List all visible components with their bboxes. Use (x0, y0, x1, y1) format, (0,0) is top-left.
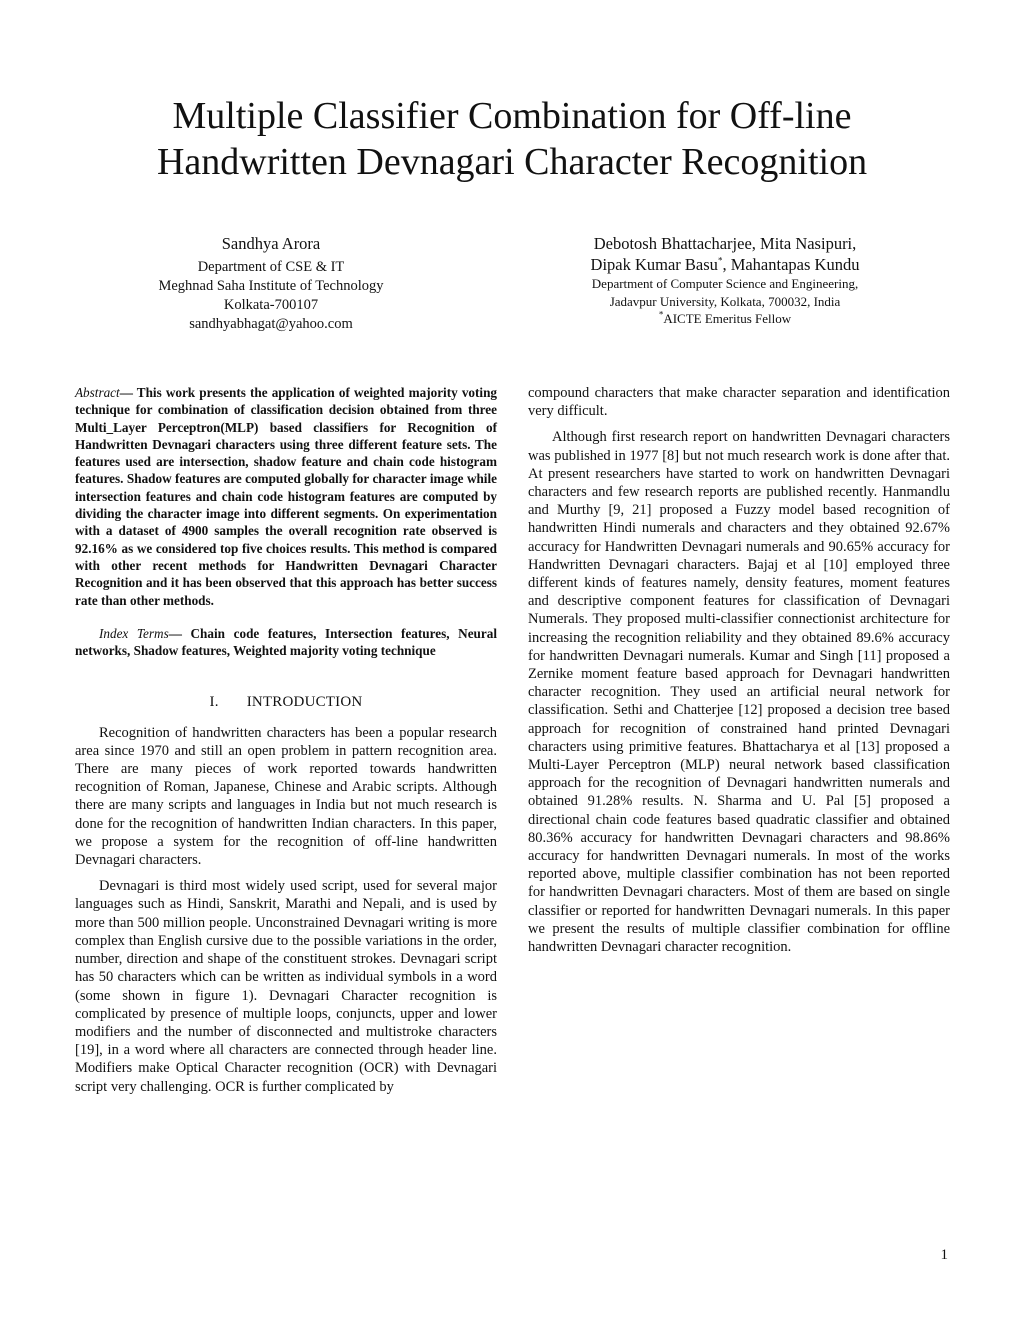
section-title: INTRODUCTION (246, 694, 363, 711)
author-block-left (121, 233, 421, 334)
left-column (75, 384, 497, 1104)
author-footnote-mark: * (717, 255, 723, 266)
author-name-basu: Dipak Kumar Basu (590, 255, 718, 274)
index-terms-dash: — (168, 625, 182, 641)
title-line-1: Multiple Classifier Combination for Off-line (172, 95, 852, 137)
author-university: Jadavpur University, Kolkata, 700032, India (609, 293, 841, 309)
paper-title (60, 93, 964, 185)
index-terms (75, 625, 497, 660)
author-footnote (545, 310, 905, 328)
intro-paragraph-1: Recognition of handwritten characters has been a popular research area since 1970 and still an open problem in pattern recognition area. There are many pieces of work reported towards handwritten recognition of Roman, Japanese, Chinese and Arabic scripts. Although there are many scripts and languages in India but not much research is done for the recognition of handwritten Indian characters. In this paper, we propose a system for the recognition of off-line handwritten Devnagari characters. (75, 724, 497, 869)
author-name: Sandhya Arora (221, 234, 321, 253)
author-names-line-2 (545, 254, 905, 275)
page-number: 1 (940, 1247, 948, 1263)
right-paragraph-2: Although first research report on handwritten Devnagari characters was published in 1977 [8] but not much research work is done after that. At present researchers have started to work on handwritten Devnagari characters and few research reports are published recently. Hanmandlu and Murthy [9, 21] proposed a Fuzzy model based recognition of handwritten Hindi numerals and characters and they obtained 92.67% accuracy for Handwritten Devnagari numerals and 90.65% accuracy for Handwritten Devnagari characters. Bajaj et al [10] employed three different kinds of features namely, density features, moment features and descriptive component features for classification of Devnagari Numerals. They proposed multi-classifier connectionist architecture for increasing the recognition reliability and they obtained 89.6% accuracy for handwritten Devnagari numerals. Kumar and Singh [11] proposed a Zernike moment feature based approach for Devnagari handwritten character recognition. They used an artificial neural network for classification. Sethi and Chatterjee [12] proposed a decision tree based approach for recognition of constrained hand printed Devnagari characters using primitive features. Bhattacharya et al [13] proposed a Multi-Layer Perceptron (MLP) neural network based classification approach for the recognition of Devnagari handwritten numerals and obtained 91.28% results. N. Sharma and U. Pal [5] proposed a directional chain code features based quadratic classifier and obtained 80.36% accuracy for handwritten Devnagari characters and 98.86% accuracy for handwritten Devnagari numerals. In most of the works reported above, multiple classifier combination has not been reported for handwritten Devnagari characters. Most of them are based on single classifier or reported for handwritten Devnagari numerals. In this paper we present the results of multiple classifier combination for offline handwritten Devnagari character recognition. (528, 429, 950, 956)
abstract-text: This work presents the application of weighted majority voting technique for combination of classification decision obtained from three Multi_Layer Perceptron(MLP) based classifiers for Recognition of Handwritten Devnagari characters using three different feature sets. The features used are intersection, shadow feature and chain code histogram features. Shadow features are computed globally for character image while intersection features and chain code histogram features are computed by dividing the character image into different segments. On experimentation with a dataset of 4900 samples the overall recognition rate observed is 92.16% as we considered top five choices results. This method is compared with other recent methods for Handwritten Devnagari Character Recognition and it has been observed that this approach has better success rate than other methods. (75, 385, 497, 608)
author-department: Department of CSE & IT (197, 259, 345, 275)
author-name-kundu: , Mahantapas Kundu (722, 255, 860, 274)
title-line-2: Handwritten Devnagari Character Recognition (156, 141, 868, 183)
author-city: Kolkata-700107 (223, 297, 319, 313)
author-block-right (545, 233, 905, 328)
abstract (75, 384, 497, 609)
author-department: Department of Computer Science and Engineering, (591, 276, 859, 291)
intro-paragraph-2: Devnagari is third most widely used script, used for several major languages such as Hindi, Sanskrit, Marathi and Nepali, and is used by more than 500 million people. Unconstrained Devnagari writing is more complex than English cursive due to the possible variations in the order, number, direction and shape of the constituent strokes. Devnagari script has 50 characters which can be written as individual symbols in a word (some shown in figure 1). Devnagari Character recognition is complicated by presence of multiple loops, conjuncts, upper and lower modifiers and the number of disconnected and multistroke characters [19], in a word where all characters are connected through header line. Modifiers make Optical Character recognition (OCR) with Devnagari script very challenging. OCR is further complicated by (75, 878, 497, 1095)
right-column (528, 384, 950, 964)
abstract-label: Abstract (75, 385, 120, 400)
section-number: I. (209, 694, 219, 711)
index-terms-text: Chain code features, Intersection features, Neural networks, Shadow features, Weighted majority voting technique (75, 625, 497, 659)
author-names-line-1: Debotosh Bhattacharjee, Mita Nasipuri, (593, 234, 857, 253)
author-footnote-mark: * (658, 309, 664, 320)
author-footnote-text: AICTE Emeritus Fellow (663, 311, 792, 326)
author-institute: Meghnad Saha Institute of Technology (158, 278, 384, 294)
abstract-dash: — (119, 385, 133, 400)
section-heading-introduction (75, 693, 497, 711)
author-email: sandhyabhagat@yahoo.com (189, 316, 353, 332)
index-terms-label: Index Terms (99, 625, 169, 641)
right-paragraph-1: compound characters that make character separation and identification very difficult. (528, 385, 950, 420)
